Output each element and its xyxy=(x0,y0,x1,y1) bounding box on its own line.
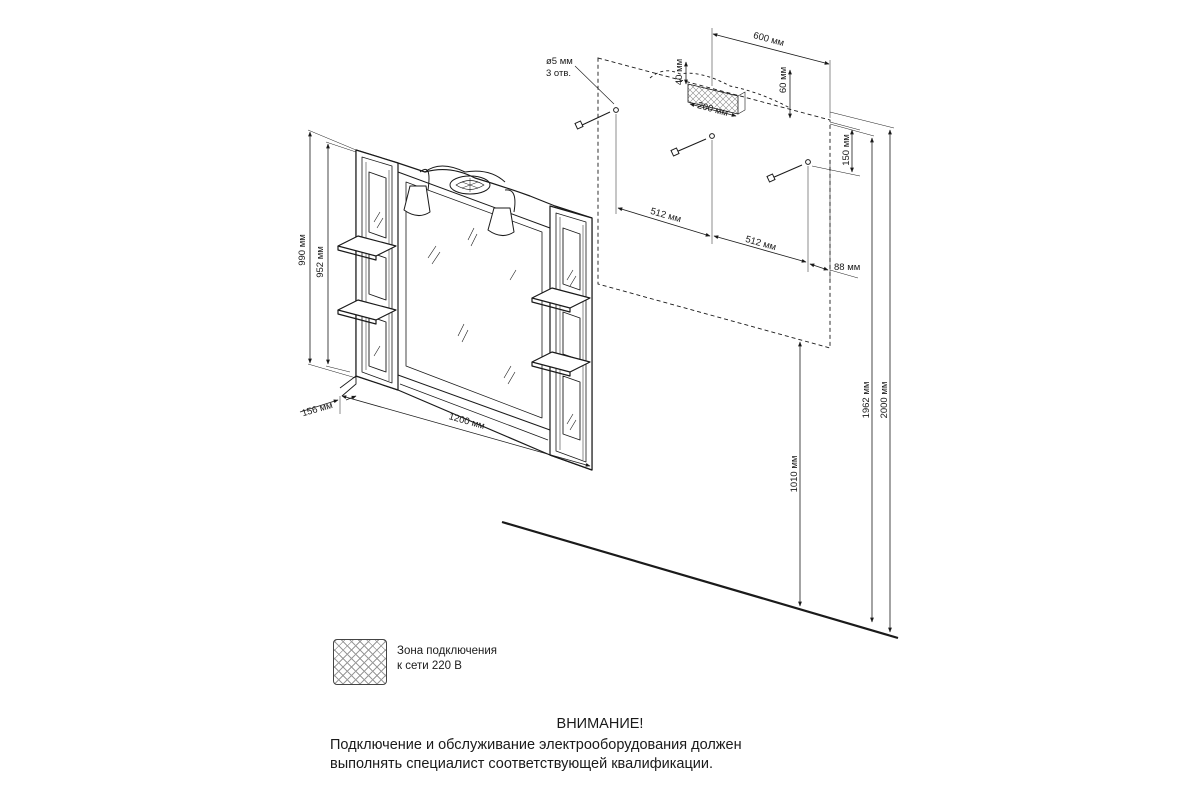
legend-line-1: Зона подключения xyxy=(397,645,497,657)
dim-990: 990 мм xyxy=(297,234,308,266)
mirror-reflections xyxy=(374,212,576,430)
left-lamp xyxy=(404,169,430,215)
connection-zone-swatch xyxy=(333,639,387,685)
dim-512-left: 512 мм xyxy=(649,205,683,226)
dim-200: 200 мм xyxy=(695,100,730,119)
screw-right xyxy=(767,160,810,182)
screw-left xyxy=(575,108,618,129)
dim-60: 60 мм xyxy=(778,66,789,94)
wall-outline xyxy=(598,58,830,348)
dim-2000: 2000 мм xyxy=(879,381,890,419)
dim-hole-count: 3 отв. xyxy=(546,68,572,79)
floor-line xyxy=(502,522,898,638)
wall-dimensions xyxy=(575,28,894,632)
screw-middle xyxy=(671,134,714,156)
legend-line-2: к сети 220 В xyxy=(397,660,462,672)
dim-600: 600 мм xyxy=(751,30,786,49)
warning-notice xyxy=(330,715,870,774)
dim-150: 150 мм xyxy=(841,134,852,166)
dim-156: 156 мм xyxy=(300,399,334,420)
dim-952: 952 мм xyxy=(315,246,326,278)
dim-1010: 1010 мм xyxy=(789,455,800,493)
notice-title: ВНИМАНИЕ! xyxy=(556,716,644,732)
notice-line-2: выполнять специалист соответствующей квалификации. xyxy=(330,756,714,772)
dim-1962: 1962 мм xyxy=(861,381,872,419)
dim-88: 88 мм xyxy=(834,262,861,273)
mounting-screws xyxy=(575,108,810,182)
dim-512-right: 512 мм xyxy=(744,233,778,254)
right-lamp xyxy=(488,190,515,236)
legend xyxy=(333,639,593,687)
dim-40: 40 мм xyxy=(674,58,685,86)
legend-text xyxy=(397,644,497,674)
dim-1200: 1200 мм xyxy=(447,411,486,432)
dim-hole-diameter: ø5 мм xyxy=(546,56,573,67)
notice-line-1: Подключение и обслуживание электрооборудования должен xyxy=(330,737,742,753)
